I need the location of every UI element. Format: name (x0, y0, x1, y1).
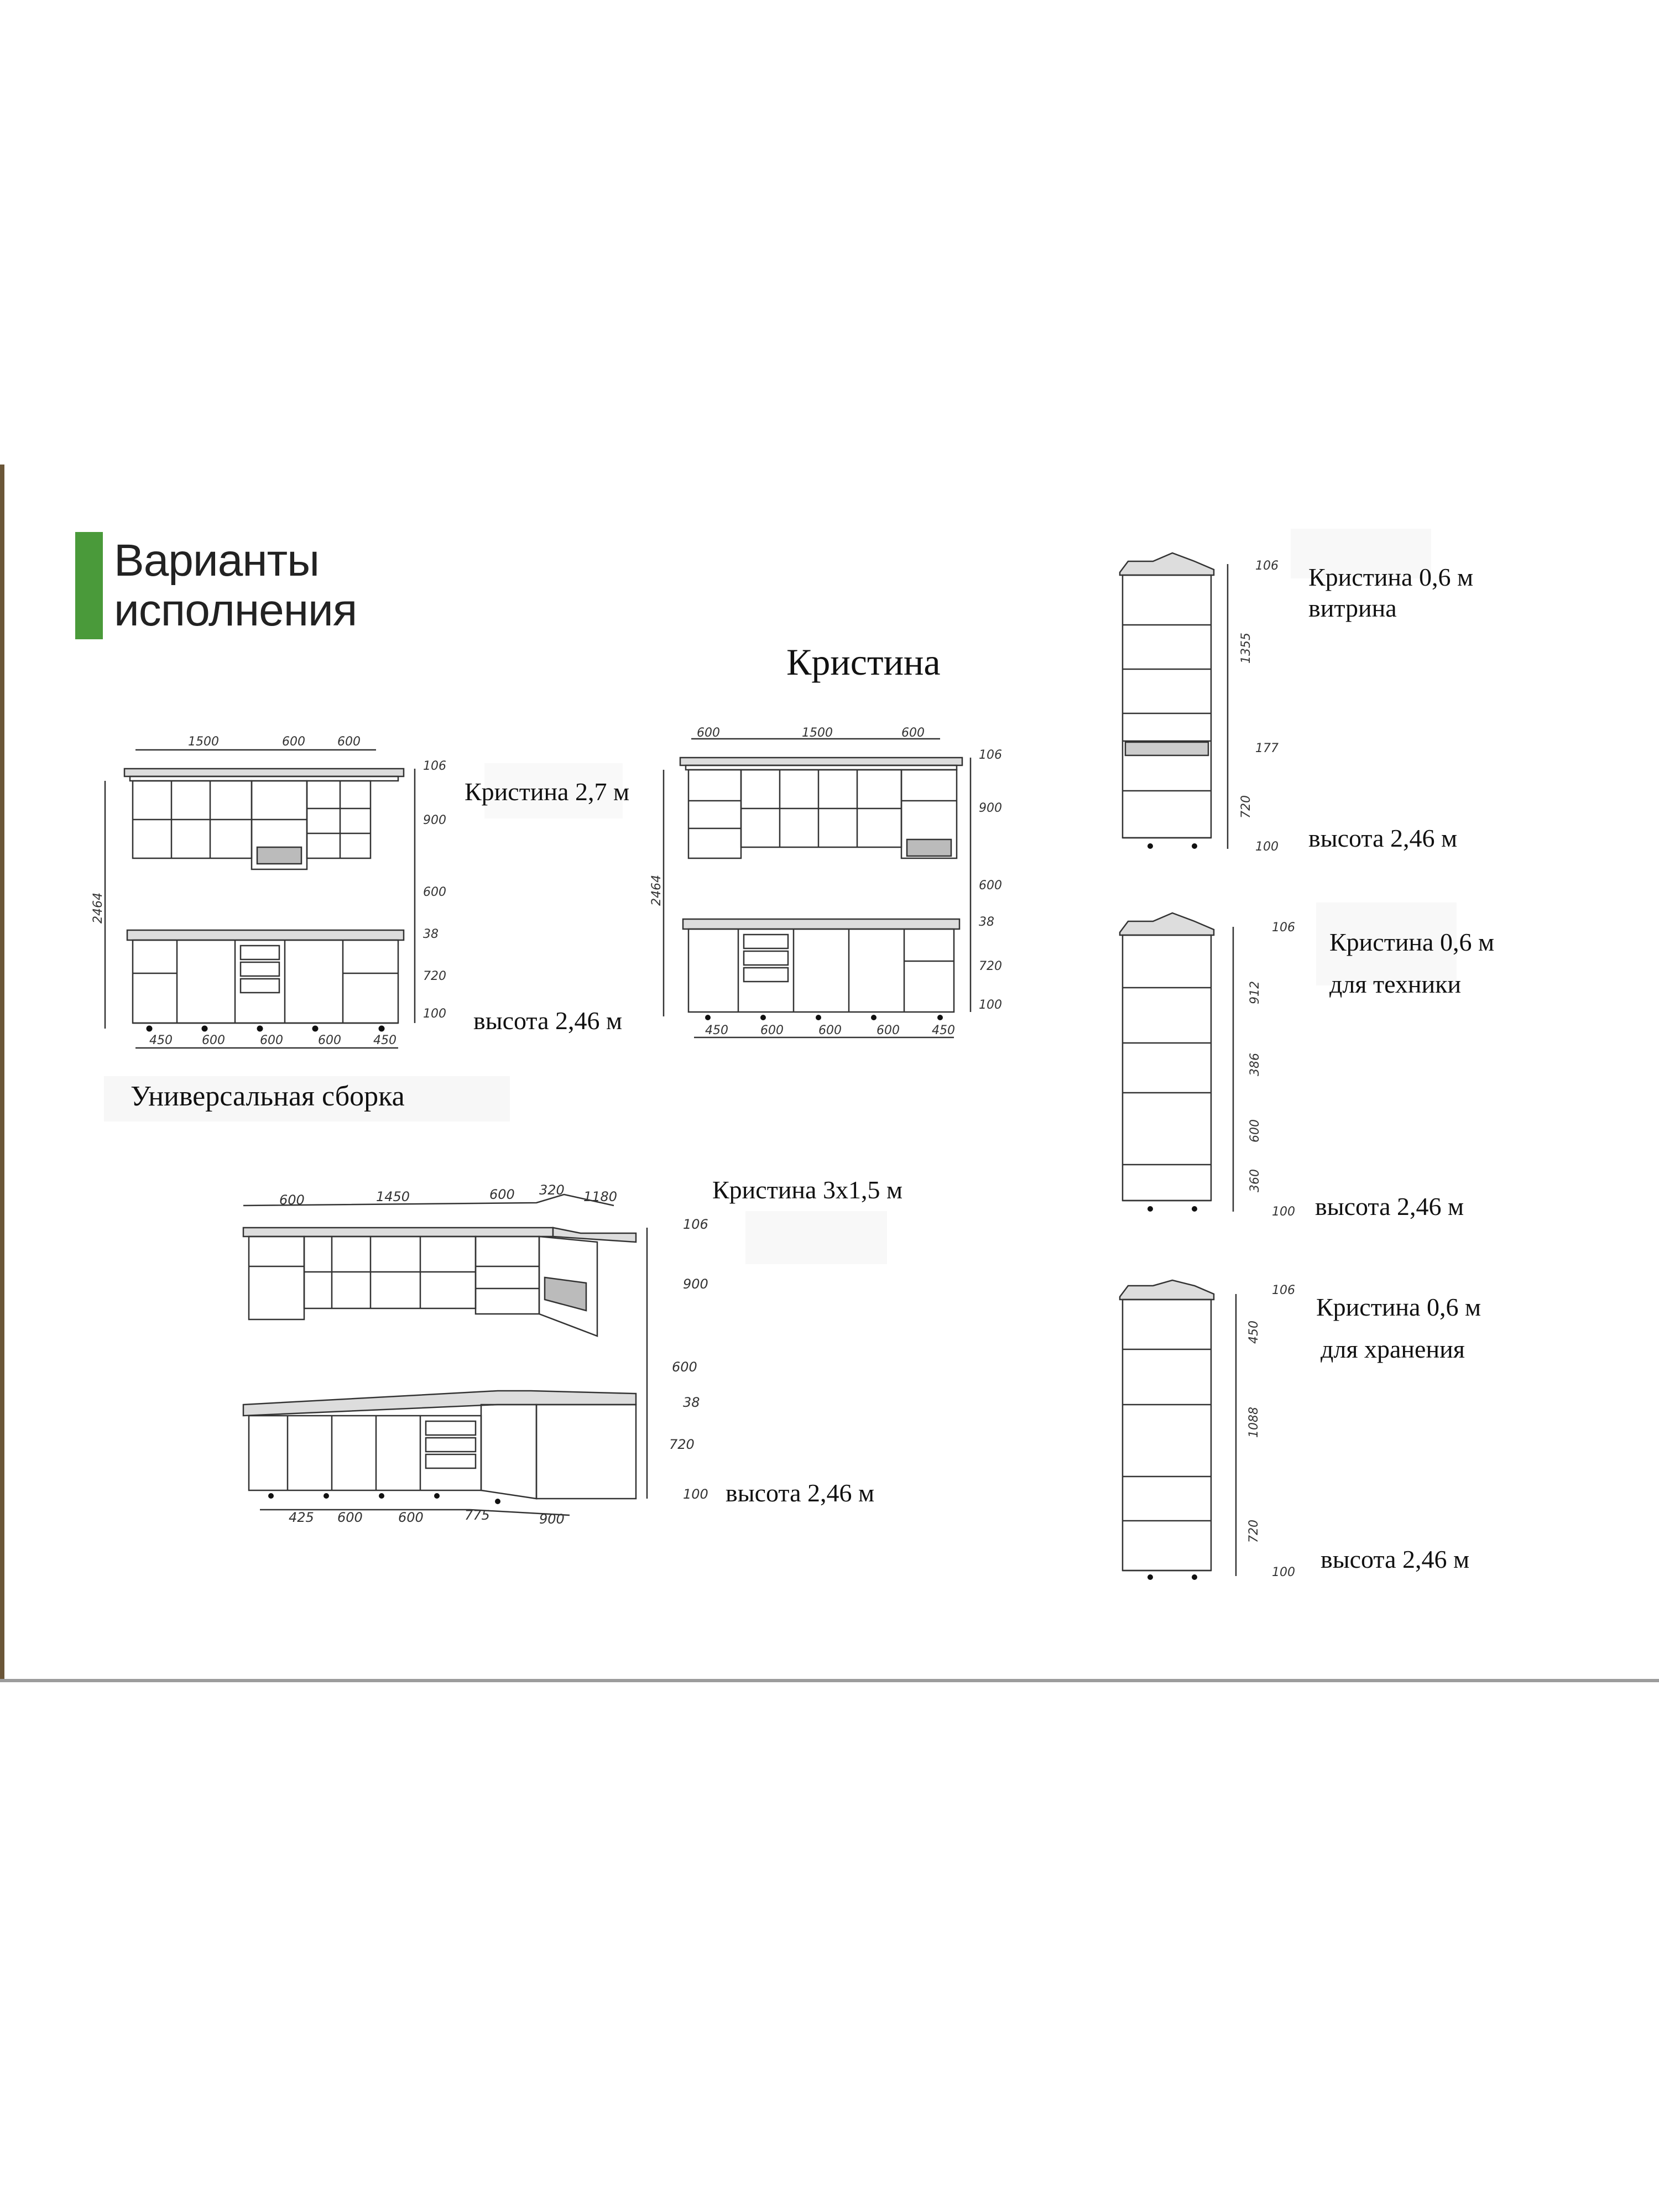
kit2-v-dim-5: 720 (979, 959, 1002, 973)
kit-drawing-corner (238, 1172, 724, 1526)
kit3-bottom-dim-3: 600 (398, 1510, 424, 1525)
kit-drawing-2-7 (91, 730, 476, 1056)
col2-height: высота 2,46 м (1315, 1192, 1464, 1220)
kit2-v-dim-4: 38 (979, 915, 994, 929)
column-drawing-appliance (1112, 910, 1300, 1225)
kit3-height: высота 2,46 м (726, 1479, 875, 1507)
kit1-total-height: 2464 (91, 893, 105, 924)
universal-label: Универсальная сборка (131, 1081, 405, 1112)
kit2-v-dim-2: 900 (979, 801, 1002, 815)
col3-dim-4: 720 (1247, 1520, 1261, 1543)
col3-dim-1: 106 (1272, 1284, 1295, 1297)
column-drawing-showcase (1112, 547, 1300, 863)
col2-dim-6: 100 (1272, 1205, 1295, 1219)
kit1-bottom-dim-1: 450 (149, 1034, 173, 1047)
kit3-v-dim-3: 600 (672, 1359, 697, 1375)
kit3-name: Кристина 3х1,5 м (712, 1176, 903, 1204)
kit2-top-dim-2: 1500 (802, 726, 833, 740)
kit2-bottom-dim-3: 600 (818, 1024, 842, 1037)
col1-dim-3: 177 (1255, 742, 1279, 755)
kit1-v-dim-2: 900 (423, 813, 446, 827)
col2-dim-4: 600 (1248, 1119, 1262, 1142)
kit-drawing-mirror (650, 726, 1034, 1055)
kit3-bottom-dim-5: 900 (539, 1511, 565, 1527)
kit2-bottom-dim-1: 450 (705, 1024, 728, 1037)
header-accent-bar (75, 532, 103, 639)
column-drawing-storage (1112, 1277, 1300, 1587)
kit1-v-dim-4: 38 (423, 927, 439, 941)
kit3-bottom-dim-2: 600 (337, 1510, 363, 1525)
kit3-label-patch (745, 1211, 887, 1264)
col1-dim-4: 720 (1239, 795, 1253, 818)
col3-name-line2: для хранения (1321, 1335, 1465, 1363)
col1-dim-2: 1355 (1239, 633, 1253, 664)
kit1-v-dim-3: 600 (423, 885, 446, 899)
section-title: Кристина (786, 641, 941, 683)
kit3-bottom-dim-1: 425 (289, 1510, 314, 1525)
col1-dim-1: 106 (1255, 559, 1279, 573)
frame-bottom-line (0, 1679, 1659, 1682)
kit1-v-dim-6: 100 (423, 1007, 446, 1021)
kit3-top-dim-5: 1180 (583, 1189, 618, 1204)
kit1-bottom-dim-5: 450 (373, 1034, 397, 1047)
kit1-top-dim-3: 600 (337, 735, 361, 749)
kit3-v-dim-2: 900 (683, 1276, 708, 1292)
col3-name-line1: Кристина 0,6 м (1316, 1293, 1481, 1321)
col1-dim-5: 100 (1255, 840, 1279, 854)
col2-name-line1: Кристина 0,6 м (1329, 928, 1495, 956)
kit1-height: высота 2,46 м (473, 1006, 623, 1035)
header-title-line1: Варианты (114, 535, 320, 586)
kit3-v-dim-5: 720 (669, 1437, 695, 1452)
col1-name-line1: Кристина 0,6 м (1308, 563, 1474, 591)
kit1-name: Кристина 2,7 м (465, 778, 630, 806)
kit1-v-dim-5: 720 (423, 969, 446, 983)
col3-dim-2: 450 (1247, 1321, 1261, 1344)
kit2-v-dim-6: 100 (979, 998, 1002, 1012)
kit1-bottom-dim-3: 600 (260, 1034, 283, 1047)
left-edge-strip (0, 465, 4, 1681)
kit2-v-dim-1: 106 (979, 748, 1002, 762)
col1-height: высота 2,46 м (1308, 824, 1458, 852)
kit3-v-dim-4: 38 (683, 1395, 700, 1410)
kit3-top-dim-3: 600 (489, 1187, 515, 1202)
header-title-line2: исполнения (114, 585, 357, 635)
col2-dim-5: 360 (1248, 1169, 1262, 1192)
col2-dim-1: 106 (1272, 921, 1295, 935)
kit3-top-dim-2: 1450 (376, 1189, 410, 1204)
col3-height: высота 2,46 м (1321, 1545, 1470, 1573)
kit2-top-dim-3: 600 (901, 726, 925, 740)
col2-dim-3: 386 (1248, 1053, 1262, 1076)
kit3-top-dim-4: 320 (539, 1182, 565, 1198)
kit1-top-dim-1: 1500 (188, 735, 219, 749)
kit1-top-dim-2: 600 (282, 735, 305, 749)
kit1-bottom-dim-4: 600 (318, 1034, 341, 1047)
col2-dim-2: 912 (1248, 981, 1262, 1004)
kit1-bottom-dim-2: 600 (202, 1034, 225, 1047)
col3-dim-5: 100 (1272, 1566, 1295, 1579)
col3-dim-3: 1088 (1247, 1407, 1261, 1438)
kit1-v-dim-1: 106 (423, 759, 446, 773)
kit2-bottom-dim-5: 450 (932, 1024, 955, 1037)
kit3-v-dim-6: 100 (683, 1486, 708, 1502)
kit2-bottom-dim-2: 600 (760, 1024, 784, 1037)
kit3-v-dim-1: 106 (683, 1217, 708, 1232)
kit2-bottom-dim-4: 600 (877, 1024, 900, 1037)
col1-name-line2: витрина (1308, 594, 1397, 622)
kit2-top-dim-1: 600 (697, 726, 720, 740)
kit3-bottom-dim-4: 775 (465, 1507, 490, 1523)
kit2-v-dim-3: 600 (979, 879, 1002, 893)
col2-name-line2: для техники (1329, 970, 1462, 998)
kit3-top-dim-1: 600 (279, 1192, 305, 1208)
kit2-total-height: 2464 (650, 875, 664, 906)
